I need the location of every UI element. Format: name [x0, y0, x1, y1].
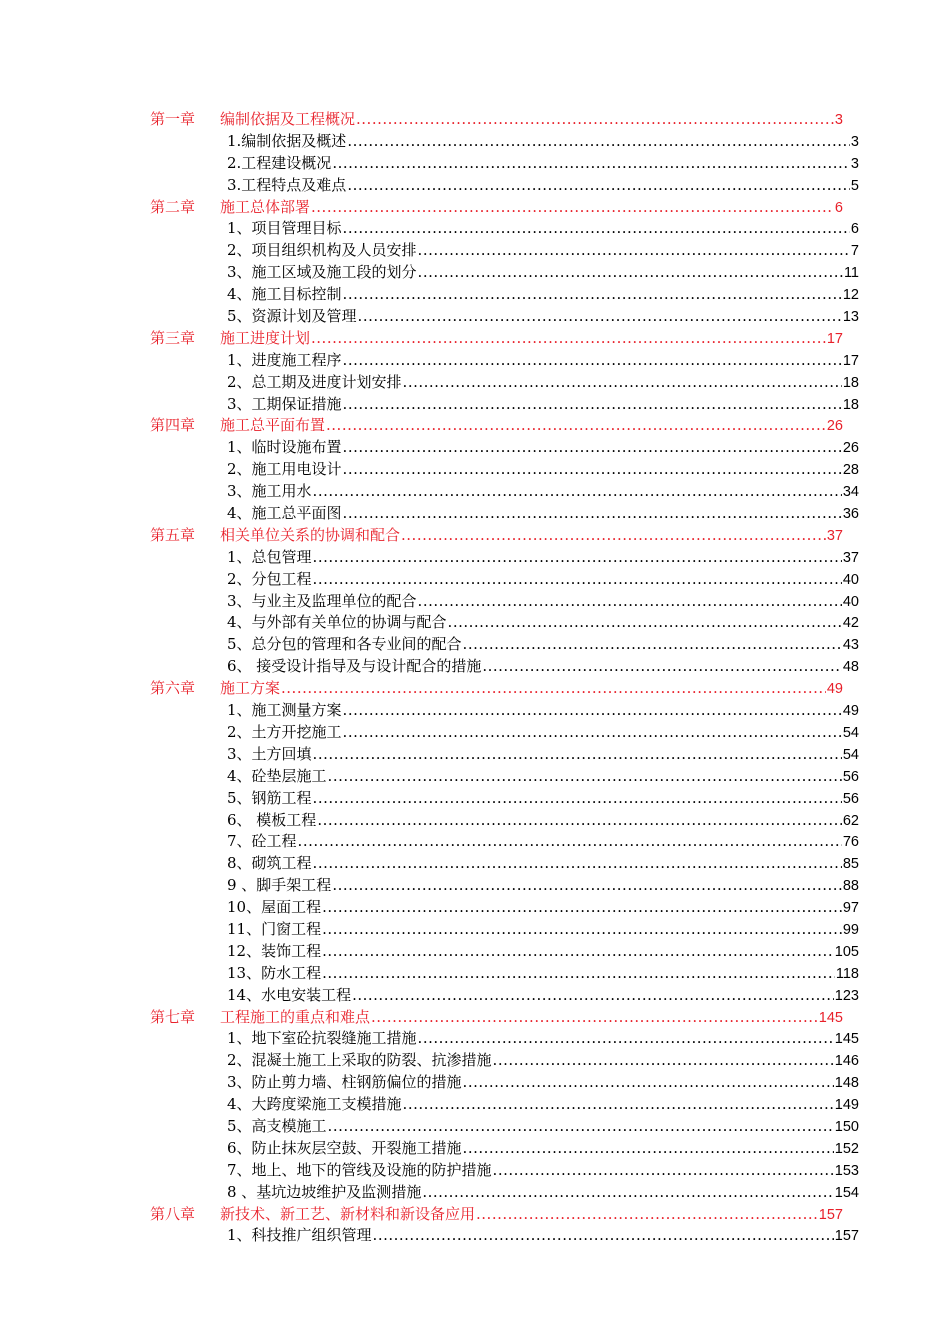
toc-section-row[interactable]: [0, 153, 950, 175]
toc-entry-title: 5、总分包的管理和各专业间的配合: [227, 635, 462, 654]
toc-chapter-number: 第七章: [150, 1007, 196, 1026]
toc-entry-title: 10、屋面工程: [227, 898, 322, 917]
dot-leader: [311, 328, 826, 350]
dot-leader: [322, 963, 835, 985]
toc-entry-title: 6、 接受设计指导及与设计配合的措施: [227, 657, 482, 676]
table-of-contents: [0, 109, 950, 1247]
toc-entry-title: 5、资源计划及管理: [227, 307, 357, 326]
toc-entry-title: 14、水电安装工程: [227, 985, 352, 1004]
toc-section-row[interactable]: [0, 437, 950, 459]
toc-section-row[interactable]: [0, 853, 950, 875]
toc-entry-title: 4、大跨度梁施工支模措施: [227, 1095, 402, 1114]
dot-leader: [356, 109, 834, 131]
dot-leader: [403, 1094, 834, 1116]
toc-entry-title: 3.工程特点及难点: [227, 175, 347, 194]
toc-page-number: 5: [850, 177, 859, 194]
toc-page-number: 37: [842, 549, 859, 566]
toc-entry-title: 5、钢筋工程: [227, 788, 312, 807]
toc-chapter-number: 第五章: [150, 525, 196, 544]
toc-page-number: 148: [834, 1075, 859, 1092]
dot-leader: [313, 744, 842, 766]
toc-entry-title: 1、项目管理目标: [227, 219, 342, 238]
toc-section-row[interactable]: [0, 306, 950, 328]
toc-page-number: 99: [842, 921, 859, 938]
dot-leader: [371, 1007, 818, 1029]
toc-entry-title: 13、防水工程: [227, 963, 322, 982]
dot-leader: [347, 175, 850, 197]
toc-section-row[interactable]: [0, 591, 950, 613]
dot-leader: [313, 853, 842, 875]
dot-leader: [418, 262, 843, 284]
toc-entry-title: 6、防止抹灰层空鼓、开裂施工措施: [227, 1138, 462, 1157]
toc-page-number: 7: [850, 243, 859, 260]
dot-leader: [352, 985, 834, 1007]
dot-leader: [463, 1138, 834, 1160]
toc-page-number: 76: [842, 834, 859, 851]
dot-leader: [322, 897, 842, 919]
toc-section-row[interactable]: [0, 1160, 950, 1182]
toc-entry-title: 工程施工的重点和难点: [220, 1007, 371, 1026]
toc-entry-title: 8、砌筑工程: [227, 854, 312, 873]
toc-page-number: 118: [835, 965, 859, 982]
toc-page-number: 3: [850, 133, 859, 150]
toc-section-row[interactable]: [0, 766, 950, 788]
toc-entry-title: 2.工程建设概况: [227, 153, 332, 172]
dot-leader: [448, 612, 842, 634]
toc-entry-title: 编制依据及工程概况: [220, 110, 356, 128]
toc-page-number: 3: [834, 112, 843, 128]
toc-page-number: 150: [834, 1118, 859, 1135]
toc-page-number: 123: [834, 987, 859, 1004]
toc-chapter-number: 第一章: [150, 110, 196, 128]
dot-leader: [418, 591, 842, 613]
toc-chapter-row[interactable]: [0, 415, 950, 437]
toc-entry-title: 施工方案: [220, 679, 281, 698]
toc-page-number: 26: [842, 440, 859, 457]
toc-entry-title: 1.编制依据及概述: [227, 131, 347, 150]
toc-entry-title: 1、施工测量方案: [227, 701, 342, 720]
toc-entry-title: 施工进度计划: [220, 328, 311, 347]
dot-leader: [403, 372, 842, 394]
toc-section-row[interactable]: [0, 481, 950, 503]
toc-section-row[interactable]: [0, 240, 950, 262]
toc-page-number: 56: [842, 790, 859, 807]
toc-entry-title: 2、分包工程: [227, 569, 312, 588]
toc-entry-title: 施工总平面布置: [220, 416, 326, 435]
toc-entry-title: 相关单位关系的协调和配合: [220, 525, 401, 544]
toc-page-number: 145: [818, 1009, 843, 1026]
toc-entry-title: 6、 模板工程: [227, 810, 317, 829]
toc-entry-title: 7、地上、地下的管线及设施的防护措施: [227, 1160, 492, 1179]
toc-section-row[interactable]: [0, 634, 950, 656]
toc-entry-title: 12、装饰工程: [227, 941, 322, 960]
toc-section-row[interactable]: [0, 372, 950, 394]
toc-section-row[interactable]: [0, 1028, 950, 1050]
toc-section-row[interactable]: [0, 459, 950, 481]
toc-page-number: 62: [842, 812, 859, 829]
toc-page-number: 146: [834, 1053, 859, 1070]
toc-page-number: 157: [818, 1206, 843, 1223]
toc-section-row[interactable]: [0, 503, 950, 525]
toc-entry-title: 1、临时设施布置: [227, 438, 342, 457]
dot-leader: [317, 810, 842, 832]
toc-chapter-row[interactable]: [0, 197, 950, 219]
toc-chapter-number: 第三章: [150, 328, 196, 347]
toc-section-row[interactable]: [0, 131, 950, 153]
toc-page-number: 36: [842, 506, 859, 523]
toc-section-row[interactable]: [0, 700, 950, 722]
toc-entry-title: 2、施工用电设计: [227, 460, 342, 479]
toc-section-row[interactable]: [0, 788, 950, 810]
toc-section-row[interactable]: [0, 1225, 950, 1247]
dot-leader: [463, 634, 842, 656]
toc-page-number: 49: [826, 681, 843, 698]
toc-section-row[interactable]: [0, 1116, 950, 1138]
dot-leader: [401, 525, 826, 547]
dot-leader: [343, 503, 842, 525]
dot-leader: [281, 678, 826, 700]
toc-section-row[interactable]: [0, 897, 950, 919]
toc-page-number: 43: [842, 637, 859, 654]
toc-page-number: 149: [834, 1097, 859, 1114]
toc-chapter-row[interactable]: [0, 109, 950, 131]
toc-section-row[interactable]: [0, 262, 950, 284]
toc-chapter-row[interactable]: [0, 525, 950, 547]
toc-page-number: 13: [842, 309, 859, 326]
toc-page-number: 26: [826, 418, 843, 435]
toc-page-number: 153: [834, 1162, 859, 1179]
toc-page-number: 6: [834, 199, 843, 216]
dot-leader: [311, 197, 834, 219]
toc-section-row[interactable]: [0, 1138, 950, 1160]
dot-leader: [418, 1028, 834, 1050]
toc-entry-title: 2、混凝土施工上采取的防裂、抗渗措施: [227, 1051, 492, 1070]
toc-entry-title: 3、与业主及监理单位的配合: [227, 591, 417, 610]
toc-section-row[interactable]: [0, 569, 950, 591]
dot-leader: [343, 722, 842, 744]
toc-section-row[interactable]: [0, 175, 950, 197]
toc-entry-title: 7、砼工程: [227, 832, 297, 851]
toc-section-row[interactable]: [0, 612, 950, 634]
dot-leader: [313, 788, 842, 810]
toc-entry-title: 3、施工区域及施工段的划分: [227, 263, 417, 282]
dot-leader: [322, 941, 834, 963]
toc-section-row[interactable]: [0, 1182, 950, 1204]
toc-page-number: 49: [842, 703, 859, 720]
dot-leader: [322, 919, 842, 941]
toc-chapter-number: 第二章: [150, 197, 196, 216]
dot-leader: [418, 240, 850, 262]
toc-page-number: 152: [834, 1140, 859, 1157]
toc-page-number: 157: [834, 1228, 859, 1245]
dot-leader: [343, 350, 842, 372]
toc-entry-title: 3、工期保证措施: [227, 394, 342, 413]
toc-chapter-number: 第八章: [150, 1204, 196, 1223]
toc-section-row[interactable]: [0, 963, 950, 985]
dot-leader: [343, 394, 842, 416]
toc-page-number: 3: [850, 155, 859, 172]
toc-section-row[interactable]: [0, 810, 950, 832]
dot-leader: [343, 700, 842, 722]
toc-chapter-row[interactable]: [0, 1007, 950, 1029]
toc-page-number: 18: [842, 396, 859, 413]
toc-page-number: 6: [850, 221, 859, 238]
dot-leader: [358, 306, 842, 328]
dot-leader: [313, 547, 842, 569]
dot-leader: [343, 459, 842, 481]
dot-leader: [493, 1050, 834, 1072]
toc-page-number: 40: [842, 571, 859, 588]
toc-page-number: 105: [834, 943, 859, 960]
toc-section-row[interactable]: [0, 1072, 950, 1094]
toc-entry-title: 3、土方回填: [227, 744, 312, 763]
dot-leader: [347, 131, 850, 153]
toc-section-row[interactable]: [0, 985, 950, 1007]
toc-section-row[interactable]: [0, 744, 950, 766]
toc-section-row[interactable]: [0, 547, 950, 569]
toc-page-number: 42: [842, 615, 859, 632]
toc-entry-title: 2、总工期及进度计划安排: [227, 372, 402, 391]
toc-page-number: 56: [842, 768, 859, 785]
toc-section-row[interactable]: [0, 875, 950, 897]
dot-leader: [422, 1182, 833, 1204]
toc-section-row[interactable]: [0, 394, 950, 416]
toc-page-number: 11: [843, 265, 859, 282]
toc-section-row[interactable]: [0, 350, 950, 372]
toc-entry-title: 4、施工目标控制: [227, 285, 342, 304]
toc-section-row[interactable]: [0, 284, 950, 306]
toc-page-number: 54: [842, 724, 859, 741]
toc-page-number: 40: [842, 593, 859, 610]
toc-entry-title: 施工总体部署: [220, 197, 311, 216]
toc-page-number: 34: [842, 484, 859, 501]
toc-entry-title: 2、土方开挖施工: [227, 722, 342, 741]
dot-leader: [476, 1204, 818, 1226]
toc-page-number: 12: [842, 287, 859, 304]
toc-entry-title: 8 、基坑边坡维护及监测措施: [227, 1182, 422, 1201]
toc-page-number: 97: [842, 900, 859, 917]
dot-leader: [343, 218, 850, 240]
toc-page-number: 85: [842, 856, 859, 873]
toc-page-number: 37: [826, 527, 843, 544]
toc-page-number: 145: [834, 1031, 859, 1048]
dot-leader: [343, 437, 842, 459]
toc-entry-title: 1、科技推广组织管理: [227, 1226, 372, 1245]
toc-page-number: 154: [834, 1184, 859, 1201]
toc-chapter-row[interactable]: [0, 328, 950, 350]
dot-leader: [343, 284, 842, 306]
dot-leader: [373, 1225, 834, 1247]
toc-chapter-row[interactable]: [0, 678, 950, 700]
toc-chapter-number: 第四章: [150, 416, 196, 435]
toc-section-row[interactable]: [0, 919, 950, 941]
toc-entry-title: 3、施工用水: [227, 482, 312, 501]
toc-entry-title: 1、进度施工程序: [227, 350, 342, 369]
toc-section-row[interactable]: [0, 656, 950, 678]
toc-section-row[interactable]: [0, 722, 950, 744]
toc-entry-title: 4、与外部有关单位的协调与配合: [227, 613, 447, 632]
toc-entry-title: 新技术、新工艺、新材料和新设备应用: [220, 1204, 476, 1223]
toc-section-row[interactable]: [0, 218, 950, 240]
dot-leader: [326, 415, 826, 437]
toc-entry-title: 11、门窗工程: [227, 919, 322, 938]
dot-leader: [482, 656, 842, 678]
dot-leader: [328, 1116, 834, 1138]
toc-entry-title: 5、高支模施工: [227, 1116, 327, 1135]
toc-page-number: 48: [842, 659, 859, 676]
toc-entry-title: 2、项目组织机构及人员安排: [227, 241, 417, 260]
toc-section-row[interactable]: [0, 1050, 950, 1072]
dot-leader: [332, 875, 842, 897]
toc-page-number: 54: [842, 746, 859, 763]
dot-leader: [298, 831, 842, 853]
toc-section-row[interactable]: [0, 941, 950, 963]
dot-leader: [328, 766, 842, 788]
toc-entry-title: 1、地下室砼抗裂缝施工措施: [227, 1029, 417, 1048]
toc-page-number: 88: [842, 878, 859, 895]
toc-section-row[interactable]: [0, 831, 950, 853]
toc-chapter-number: 第六章: [150, 679, 196, 698]
toc-section-row[interactable]: [0, 1094, 950, 1116]
toc-entry-title: 4、施工总平面图: [227, 504, 342, 523]
toc-entry-title: 3、防止剪力墙、柱钢筋偏位的措施: [227, 1073, 462, 1092]
dot-leader: [313, 481, 842, 503]
toc-chapter-row[interactable]: [0, 1204, 950, 1226]
toc-page-number: 17: [826, 330, 843, 347]
dot-leader: [463, 1072, 834, 1094]
dot-leader: [332, 153, 850, 175]
toc-page-number: 18: [842, 374, 859, 391]
toc-page-number: 17: [842, 352, 859, 369]
toc-entry-title: 9 、脚手架工程: [227, 876, 332, 895]
toc-entry-title: 4、砼垫层施工: [227, 766, 327, 785]
toc-page-number: 28: [842, 462, 859, 479]
toc-entry-title: 1、总包管理: [227, 547, 312, 566]
dot-leader: [493, 1160, 834, 1182]
dot-leader: [313, 569, 842, 591]
